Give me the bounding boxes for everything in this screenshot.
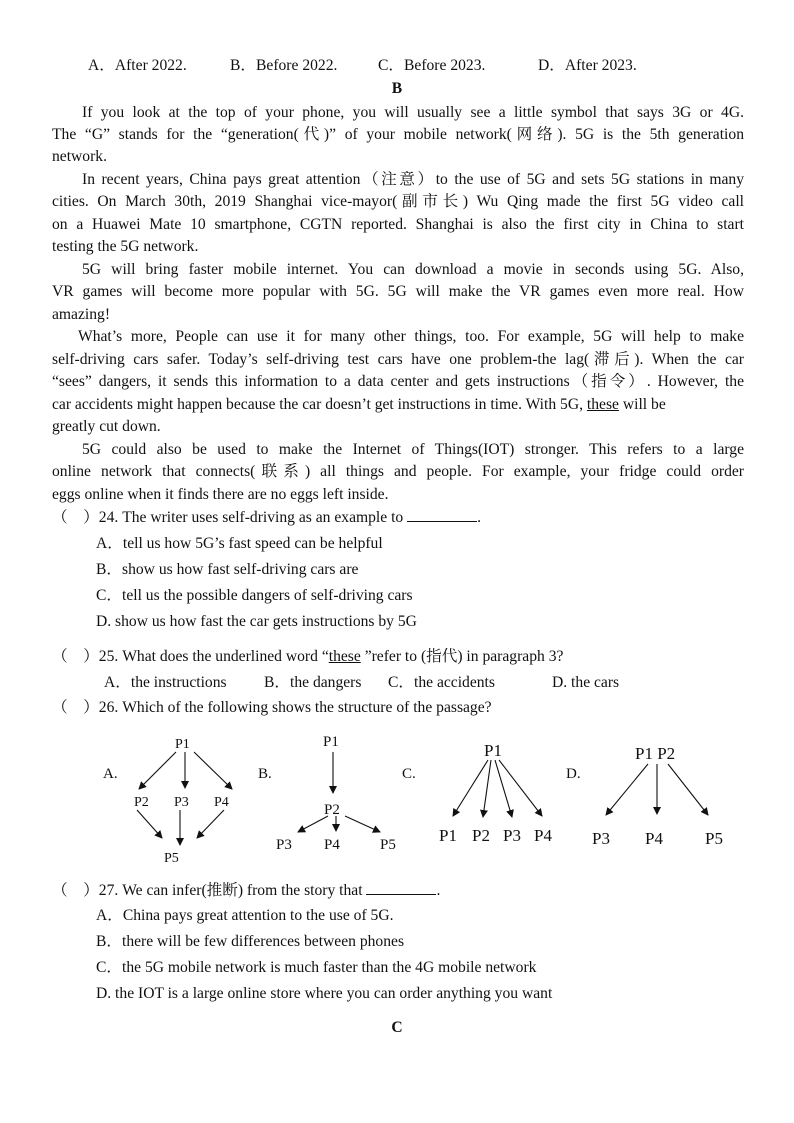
node-a-p2: P2: [134, 795, 149, 810]
answer-paren[interactable]: （ ）: [52, 509, 99, 526]
arrow-a-1: [139, 752, 176, 789]
node-c-p1: P1: [439, 826, 457, 845]
node-c-top: P1: [484, 741, 502, 760]
passage-line: In recent years, China pays great attention（注意）to the use of 5G and sets 5G stations in many: [82, 171, 744, 188]
node-a-p5: P5: [164, 851, 179, 866]
passage-line: 5G could also be used to make the Internet of Things(IOT) stronger. This refers to a large: [82, 441, 744, 458]
arrow-d-1: [606, 764, 648, 815]
answer-blank[interactable]: [366, 880, 436, 895]
q27-option-b[interactable]: B．there will be few differences between phones: [96, 933, 405, 950]
passage-line: network.: [52, 148, 107, 165]
q27-option-a[interactable]: A．China pays great attention to the use of 5G.: [96, 907, 394, 924]
diagram-label-c: C.: [402, 766, 416, 782]
node-d-p4: P4: [645, 829, 663, 848]
node-c-p2: P2: [472, 826, 490, 845]
underlined-word-these: these: [586, 396, 619, 413]
passage-line: 5G will bring faster mobile internet. You can download a movie in seconds using 5G. Also,: [82, 261, 744, 278]
arrow-a-3: [194, 752, 232, 789]
q25-option-a[interactable]: A．the instructions: [104, 674, 227, 691]
passage-line: online network that connects(联系) all things and people. For example, your fridge could order: [52, 463, 744, 480]
passage-line: VR games will become more popular with 5G. 5G will make the VR games even more real. How: [52, 283, 744, 300]
q25-option-b[interactable]: B．the dangers: [264, 674, 362, 691]
diagram-label-d: D.: [566, 766, 581, 782]
arrow-c-4: [499, 760, 542, 816]
question-24: （ ）24. The writer uses self-driving as an example to .: [52, 509, 482, 526]
passage-line: testing the 5G network.: [52, 238, 199, 255]
node-c-p3: P3: [503, 826, 521, 845]
passage-line: car accidents might happen because the car doesn’t get instructions in time. With 5G, these will be: [52, 396, 666, 413]
answer-blank[interactable]: [407, 507, 477, 522]
q24-option-b[interactable]: B．show us how fast self-driving cars are: [96, 561, 359, 578]
node-a-p1: P1: [175, 737, 190, 752]
arrow-b-2: [298, 816, 328, 832]
answer-paren[interactable]: （ ）: [52, 882, 99, 899]
passage-line: What’s more, People can use it for many other things, too. For example, 5G will help to make: [78, 328, 744, 345]
prev-option-c: C．Before 2023.: [378, 57, 486, 74]
node-d-p5: P5: [705, 829, 723, 848]
passage-line: self-driving cars safer. Today’s self-driving test cars have one problem-the lag(滞后). When the car: [52, 351, 744, 368]
arrow-b-4: [345, 816, 380, 832]
answer-paren[interactable]: （ ）: [52, 699, 99, 716]
section-heading-b: B: [391, 80, 403, 97]
node-a-p3: P3: [174, 795, 189, 810]
q24-option-d[interactable]: D. show us how fast the car gets instructions by 5G: [96, 613, 417, 630]
question-25: （ ）25. What does the underlined word “these ”refer to (指代) in paragraph 3?: [52, 648, 564, 665]
passage-line: cities. On March 30th, 2019 Shanghai vice-mayor(副市长) Wu Qing made the first 5G video call: [52, 193, 744, 210]
question-27: （ ）27. We can infer(推断) from the story that .: [52, 882, 441, 899]
passage-line: amazing!: [52, 306, 111, 323]
q25-option-d[interactable]: D. the cars: [552, 674, 620, 691]
arrow-c-1: [453, 760, 488, 816]
q25-option-c[interactable]: C．the accidents: [388, 674, 495, 691]
q24-option-a[interactable]: A．tell us how 5G’s fast speed can be helpful: [96, 535, 383, 552]
prev-option-d: D．After 2023.: [538, 57, 637, 74]
question-26: （ ）26. Which of the following shows the structure of the passage?: [52, 699, 492, 716]
arrow-a-6: [197, 810, 224, 838]
arrow-c-2: [483, 760, 491, 817]
node-b-p5: P5: [380, 837, 396, 853]
diagram-label-b: B.: [258, 766, 272, 782]
node-b-p4: P4: [324, 837, 340, 853]
node-d-top: P1 P2: [635, 744, 676, 763]
passage-line: “sees” dangers, it sends this information to a data center and gets instructions（指令）. However, the: [52, 373, 744, 390]
node-a-p4: P4: [214, 795, 229, 810]
prev-option-b: B．Before 2022.: [230, 57, 338, 74]
q27-option-c[interactable]: C．the 5G mobile network is much faster than the 4G mobile network: [96, 959, 537, 976]
passage-line: If you look at the top of your phone, you will usually see a little symbol that says 3G or 4G.: [82, 104, 744, 121]
section-heading-c: C: [391, 1019, 403, 1036]
diagram-label-a: A.: [103, 766, 118, 782]
node-c-p4: P4: [534, 826, 552, 845]
prev-option-a: A．After 2022.: [88, 57, 187, 74]
node-b-p3: P3: [276, 837, 292, 853]
node-b-p2: P2: [324, 802, 340, 818]
answer-paren[interactable]: （ ）: [52, 648, 99, 665]
arrow-c-3: [495, 760, 512, 817]
passage-line: eggs online when it finds there are no eggs left inside.: [52, 486, 389, 503]
node-d-p3: P3: [592, 829, 610, 848]
q24-option-c[interactable]: C．tell us the possible dangers of self-driving cars: [96, 587, 413, 604]
passage-line: The “G” stands for the “generation(代)” of your mobile network(网络). 5G is the 5th generation: [52, 126, 744, 143]
node-b-p1: P1: [323, 734, 339, 750]
q27-option-d[interactable]: D. the IOT is a large online store where you can order anything you want: [96, 985, 553, 1002]
passage-line: on a Huawei Mate 10 smartphone, CGTN reported. Shanghai is also the first city in China to start: [52, 216, 744, 233]
passage-line: greatly cut down.: [52, 418, 161, 435]
arrow-a-4: [137, 810, 162, 838]
arrow-d-3: [668, 764, 708, 815]
structure-diagrams: [0, 728, 794, 873]
